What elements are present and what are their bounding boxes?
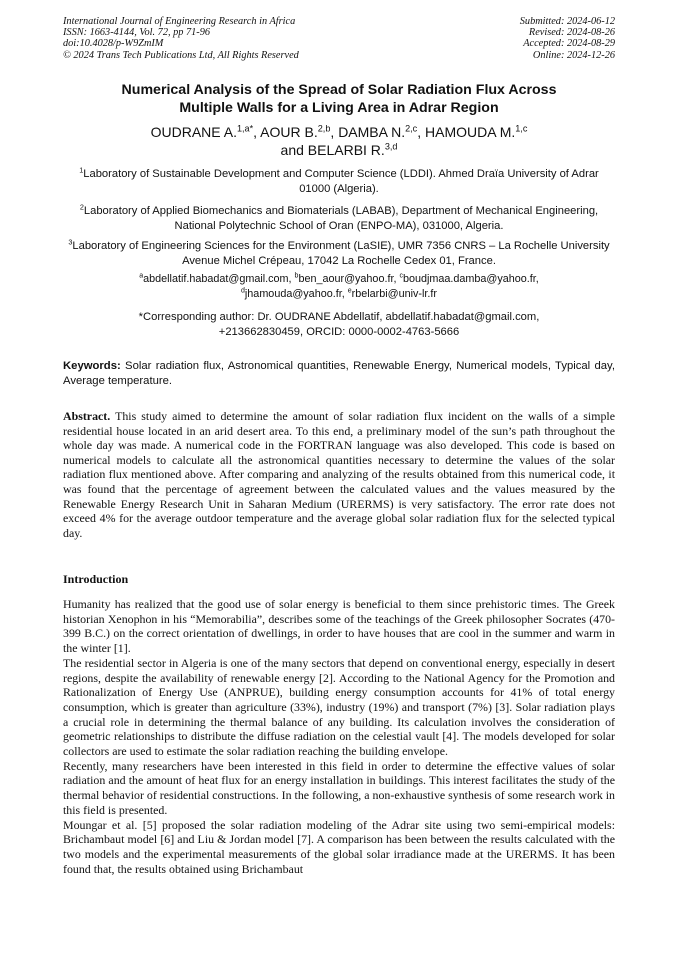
corresponding-author: *Corresponding author: Dr. OUDRANE Abdellatif, abdellatif.habadat@gmail.com, +213662830459, ORCID: 0000-0002-4763-5666 [138,311,540,338]
author-sup: 2,b [317,123,331,134]
copyright: © 2024 Trans Tech Publications Ltd, All Rights Reserved [63,49,299,61]
title-line-1: Numerical Analysis of the Spread of Solar Radiation Flux Across [121,82,557,98]
email-link[interactable]: abdellatif.habadat@gmail.com, [143,273,295,285]
header-left [63,16,299,61]
introduction-body [63,597,615,876]
author-name: AOUR B. [260,124,318,140]
paragraph: The residential sector in Algeria is one of the many sectors that depend on conventional energy, especially in desert regions, despite the availability of renewable energy [2]. According to the National Agency for the Promotion and Rationalization of Energy Use (ANPRUE), building energy consumption accounts for 41% of total energy consumption, which is greater than agriculture (33%), industry (19%) and transport (7%) [3]. Solar radiation plays a crucial role in determining the thermal balance of any building. Its calculation involves the consideration of geometric relationships to distribute the diffuse radiation on the celestial vault [4]. The models developed for solar collectors are used to estimate the solar radiation reaching the building envelope. [63,655,615,759]
paragraph: Humanity has realized that the good use of solar energy is beneficial to them since prehistoric times. The Greek historian Xenophon in his “Memorabilia”, describes some of the teachings of the Greek philosopher Socrates (470-399 B.C.) on the correct orientation of dwellings, in order to have houses that are cool in the summer and warm in the winter [1]. [63,597,615,656]
author-line-1: OUDRANE A.$^{1,a*}$, AOUR B.$^{2,b}$, DAMBA N.$^{2,c}$, HAMOUDA M.$^{1,c}$ [150,123,528,140]
section-heading-introduction: Introduction [63,572,129,586]
keywords-text: Solar radiation flux, Astronomical quantities, Renewable Energy, Numerical models, Typical day, Average temperature. [63,360,615,387]
abstract-label: Abstract. [63,409,111,423]
author-name: DAMBA N. [338,124,406,140]
abstract-text: This study aimed to determine the amount of solar radiation flux incident on the walls of a simple residential house located in an arid desert area. To this end, a preliminary model of the sun’s path throughout the whole day was made. A numerical code in the FORTRAN language was also developed. This code is based on numerical models to calculate all the astronomical quantities necessary to determine the values of the solar radiation flux mentioned above. After comparing and analyzing of the results obtained from this numerical code, it was found that the percentage of agreement between the calculated values and the values measured by the Renewable Energy Research Unit in Saharan Medium (URERMS) is very satisfactory. The error rate does not exceed 4% for the average outdoor temperature and the average global solar radiation flux for the selected typical day. [63,409,615,540]
header-right [520,16,615,61]
author-sup: 1,c [515,123,528,134]
email-link[interactable]: jhamouda@yahoo.fr, [244,288,348,300]
paragraph: Recently, many researchers have been interested in this field in order to determine the effective values of solar radiation and the amount of heat flux for an energy installation in buildings. This interest facilitates the study of the thermal behavior of residential constructions. In the following, a non-exhaustive synthesis of some research work in this field is presented. [63,758,615,817]
author-name: OUDRANE A. [150,124,237,140]
keywords [63,359,615,388]
author-sup: 1,a* [236,123,254,134]
author-sup: 3,d [384,141,398,152]
email-link[interactable]: ben_aour@yahoo.fr, [298,273,400,285]
journal-name: International Journal of Engineering Research in Africa [63,16,296,27]
author-list [63,123,615,159]
author-sup: 2,c [405,123,418,134]
author-line-2 [63,141,615,159]
affiliation-1: $^1$Laboratory of Sustainable Development and Computer Science (LDDI). Ahmed Draïa University of Adrar 01000 (Algeria). [79,165,599,195]
affiliation-2: $^2$Laboratory of Applied Biomechanics and Biomaterials (LABAB), Department of Mechanical Engineering, National Polytechnic School of Oran (ENPO-MA), 031000, Algeria. [79,202,599,232]
email-link[interactable]: boudjmaa.damba@yahoo.fr, [402,273,539,285]
paragraph: Moungar et al. [5] proposed the solar radiation modeling of the Adrar site using two semi-empirical models: Brichambaut model [6] and Liu & Jordan model [7]. A comparison has been between the results calculated with the two models and the experimental measurements of the global solar irradiance made at the URERMS. It has been found that, the results obtained using Brichambaut [63,817,615,876]
email-link[interactable]: rbelarbi@univ-lr.fr [351,288,437,300]
affiliation-3: $^3$Laboratory of Engineering Sciences for the Environment (LaSIE), UMR 7356 CNRS – La Rochelle University Avenue Michel Crépeau, 17042 La Rochelle Cedex 01, France. [68,237,610,267]
accepted-date: Accepted: 2024-08-29 [523,38,615,50]
author-name: and BELARBI R. [280,142,385,158]
online-date: Online: 2024-12-26 [532,49,615,61]
issn: ISSN: 1663-4144, Vol. 72, pp 71-96 [63,27,211,39]
submitted-date: Submitted: 2024-06-12 [519,16,615,27]
paper-title [63,82,615,117]
email-list: $^a$abdellatif.habadat@gmail.com, $^b$ben_aour@yahoo.fr, $^c$boudjmaa.damba@yahoo.fr, $^d$jhamouda@yahoo.fr, $^e$rbelarbi@univ-lr.fr [139,272,539,300]
keywords-label: Keywords: [63,360,121,372]
revised-date: Revised: 2024-08-26 [528,27,615,39]
abstract [63,409,615,540]
doi: doi:10.4028/p-W9ZmIM [63,38,164,50]
author-name: HAMOUDA M. [425,124,516,140]
title-line-2: Multiple Walls for a Living Area in Adrar Region [179,99,499,116]
